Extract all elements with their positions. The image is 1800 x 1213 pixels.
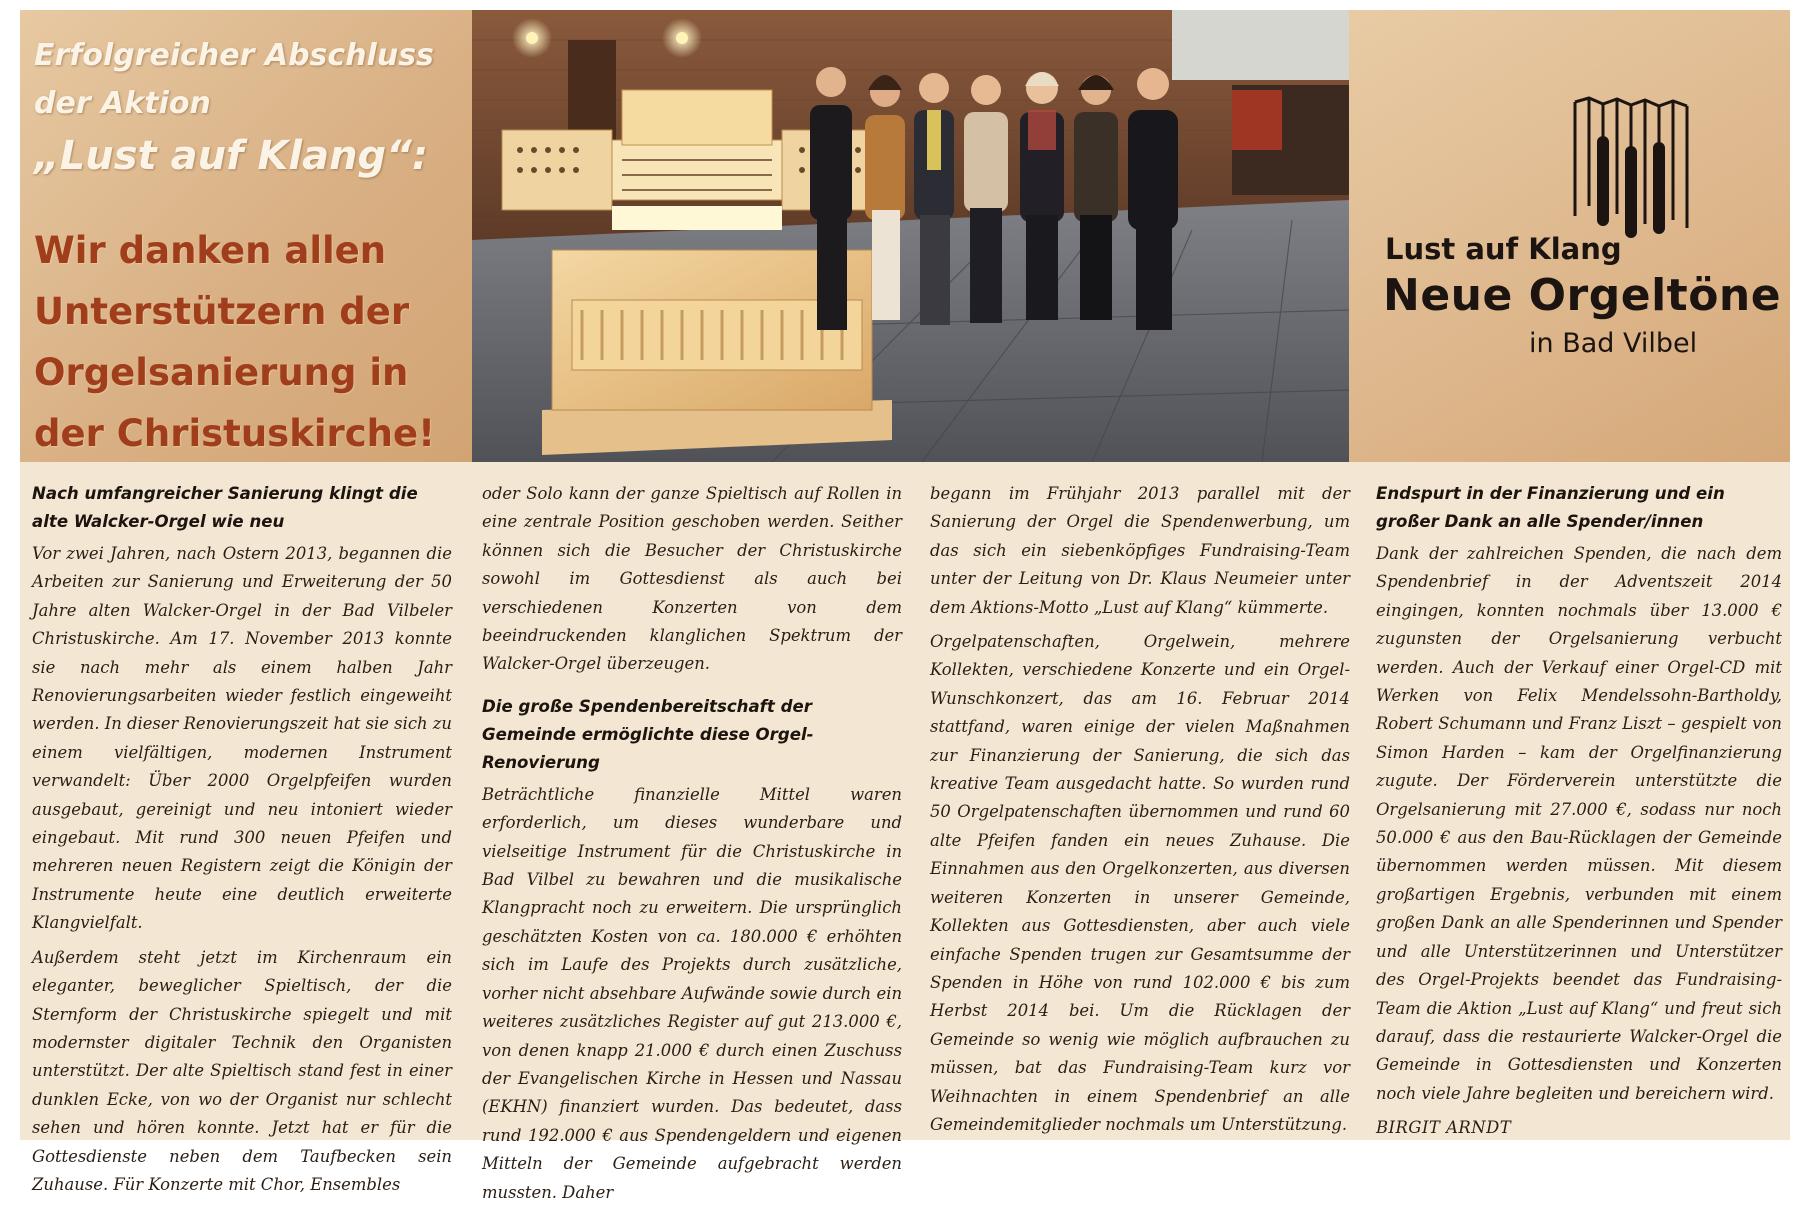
kicker-line-1: Erfolgreicher Abschluss <box>34 38 434 73</box>
article-column-4 <box>1376 480 1782 1149</box>
section-heading-1: Nach umfangreicher Sanierung klingt die alte Walcker-Orgel wie neu <box>32 484 418 531</box>
paragraph: Vor zwei Jahren, nach Ostern 2013, begannen die Arbeiten zur Sanierung und Erweiterung der 50 Jahre alten Walcker-Orgel in der Bad Vilbeler Christuskirche. Am 17. November 2013 konnte sie nach mehr als einem halben Jahr Renovierungsarbeiten wieder festlich eingeweiht werden. In dieser Renovierungszeit hat sie sich zu einem vielfältigen, modernen Instrument verwandelt: Über 2000 Orgelpfeifen wurden ausgebaut, gereinigt und neu intoniert wieder eingebaut. Mit rund 300 neuen Pfeifen und mehreren neuen Registern zeigt die Königin der Instrumente heute eine deutlich erweiterte Klangvielfalt. <box>32 544 452 933</box>
paragraph: begann im Frühjahr 2013 parallel mit der Sanierung der Orgel die Spendenwerbung, um das sich ein siebenköpfiges Fundraising-Team unter der Leitung von Dr. Klaus Neumeier unter dem Aktions-Motto „Lust auf Klang“ kümmerte. <box>930 484 1350 617</box>
kicker-line-3: „Lust auf Klang“: <box>34 133 428 179</box>
author-signature: BIRGIT ARNDT <box>1376 1118 1512 1138</box>
headline-line-2: Unterstützern der <box>34 290 410 333</box>
kicker-line-2: der Aktion <box>34 86 211 121</box>
headline-line-4: der Christuskirche! <box>34 412 435 455</box>
paragraph: oder Solo kann der ganze Spieltisch auf Rollen in eine zentrale Position geschoben werden. Seither können sich die Besucher der Christuskirche sowohl im Gottesdienst als auch bei verschiedenen Konzerten von dem beeindruckenden klanglichen Spektrum der Walcker-Orgel überzeugen. <box>482 484 902 674</box>
organ-pipes-icon <box>1573 96 1693 246</box>
photo-illustration <box>472 10 1349 462</box>
kicker-headline <box>34 32 464 184</box>
newsletter-page <box>20 10 1790 1202</box>
article-column-2 <box>482 480 902 1213</box>
organ-team-photo <box>472 10 1349 462</box>
paragraph: Außerdem steht jetzt im Kirchenraum ein eleganter, beweglicher Spieltisch, der die Sternform der Christuskirche spiegelt und mit modernster digitaler Technik den Organisten unterstützt. Der alte Spieltisch stand fest in einer dunklen Ecke, von wo der Organist nur schlecht sehen und hören konnte. Jetzt hat er für die Gottesdienste neben dem Taufbecken sein Zuhause. Für Konzerte mit Chor, Ensembles <box>32 947 452 1194</box>
paragraph: Dank der zahlreichen Spenden, die nach dem Spendenbrief in der Adventszeit 2014 eingingen, konnten nochmals über 13.000 € zugunsten der Orgelsanierung verbucht werden. Auch der Verkauf einer Orgel-CD mit Werken von Felix Mendelssohn-Bartholdy, Robert Schumann und Franz Liszt – gespielt von Simon Harden – kam der Orgelfinanzierung zugute. Der Förderverein unterstützte die Orgelsanierung mit 27.000 €, sodass nur noch 50.000 € aus den Bau-Rücklagen der Gemeinde übernommen werden müssen. Mit diesem großartigen Ergebnis, verbunden mit einem großen Dank an alle Spenderinnen und Spender und alle Unterstützerinnen und Unterstützer des Orgel-Projekts beendet das Fundraising-Team die Aktion „Lust auf Klang“ und freut sich darauf, dass die restaurierte Walcker-Orgel die Gemeinde in Gottesdiensten und Konzerten noch viele Jahre begleiten und bereichern wird. <box>1376 544 1782 1103</box>
headline-panel <box>20 10 472 462</box>
headline-line-3: Orgelsanierung in <box>34 351 409 394</box>
article-column-3 <box>930 480 1350 1145</box>
paragraph: Orgelpatenschaften, Orgelwein, mehrere Kollekten, verschiedene Konzerte und ein Orgel-Wunschkonzert, das am 16. Februar 2014 stattfand, waren einige der vielen Maßnahmen zur Finanzierung der Sanierung, die sich das kreative Team ausgedacht hatte. So wurden rund 50 Orgelpatenschaften übernommen und rund 60 alte Pfeifen fanden ein neues Zuhause. Die Einnahmen aus den Orgelkonzerten, aus diversen weiteren Konzerten in unserer Gemeinde, Kollekten aus Gottesdiensten, aber auch viele einfache Spenden trugen zur Gesamtsumme der Spenden in Höhe von rund 102.000 € bis zum Herbst 2014 bei. Um die Rücklagen der Gemeinde so wenig wie möglich aufbrauchen zu müssen, bat das Fundraising-Team kurz vor Weihnachten in einem Spendenbrief an alle Gemeindemitglieder nochmals um Unterstützung. <box>930 632 1350 1134</box>
headline-line-1: Wir danken allen <box>34 229 387 272</box>
main-headline <box>34 220 464 464</box>
section-heading-3: Endspurt in der Finanzierung und ein großer Dank an alle Spender/innen <box>1376 484 1725 531</box>
article-column-1 <box>32 480 452 1205</box>
logo-panel <box>1349 10 1790 462</box>
logo-title: Neue Orgeltöne <box>1383 270 1782 321</box>
logo-location: in Bad Vilbel <box>1529 328 1698 359</box>
section-heading-2: Die große Spendenbereitschaft der Gemeinde ermöglichte diese Orgel-Renovierung <box>482 696 814 772</box>
paragraph: Beträchtliche finanzielle Mittel waren erforderlich, um dieses wunderbare und vielseitige Instrument für die Christuskirche in Bad Vilbel zu bewahren und die musikalische Klangpracht noch zu erweitern. Die ursprünglich geschätzten Kosten von ca. 180.000 € erhöhten sich im Laufe des Projekts durch zusätzliche, vorher nicht absehbare Aufwände sowie durch ein weiteres zusätzliches Register auf gut 213.000 €, von denen knapp 21.000 € durch einen Zuschuss der Evangelischen Kirche in Hessen und Nassau (EKHN) finanziert wurden. Das bedeutet, dass rund 192.000 € aus Spendengeldern und eigenen Mitteln der Gemeinde aufgebracht werden mussten. Daher <box>482 784 902 1202</box>
logo-tagline: Lust auf Klang <box>1385 232 1622 266</box>
